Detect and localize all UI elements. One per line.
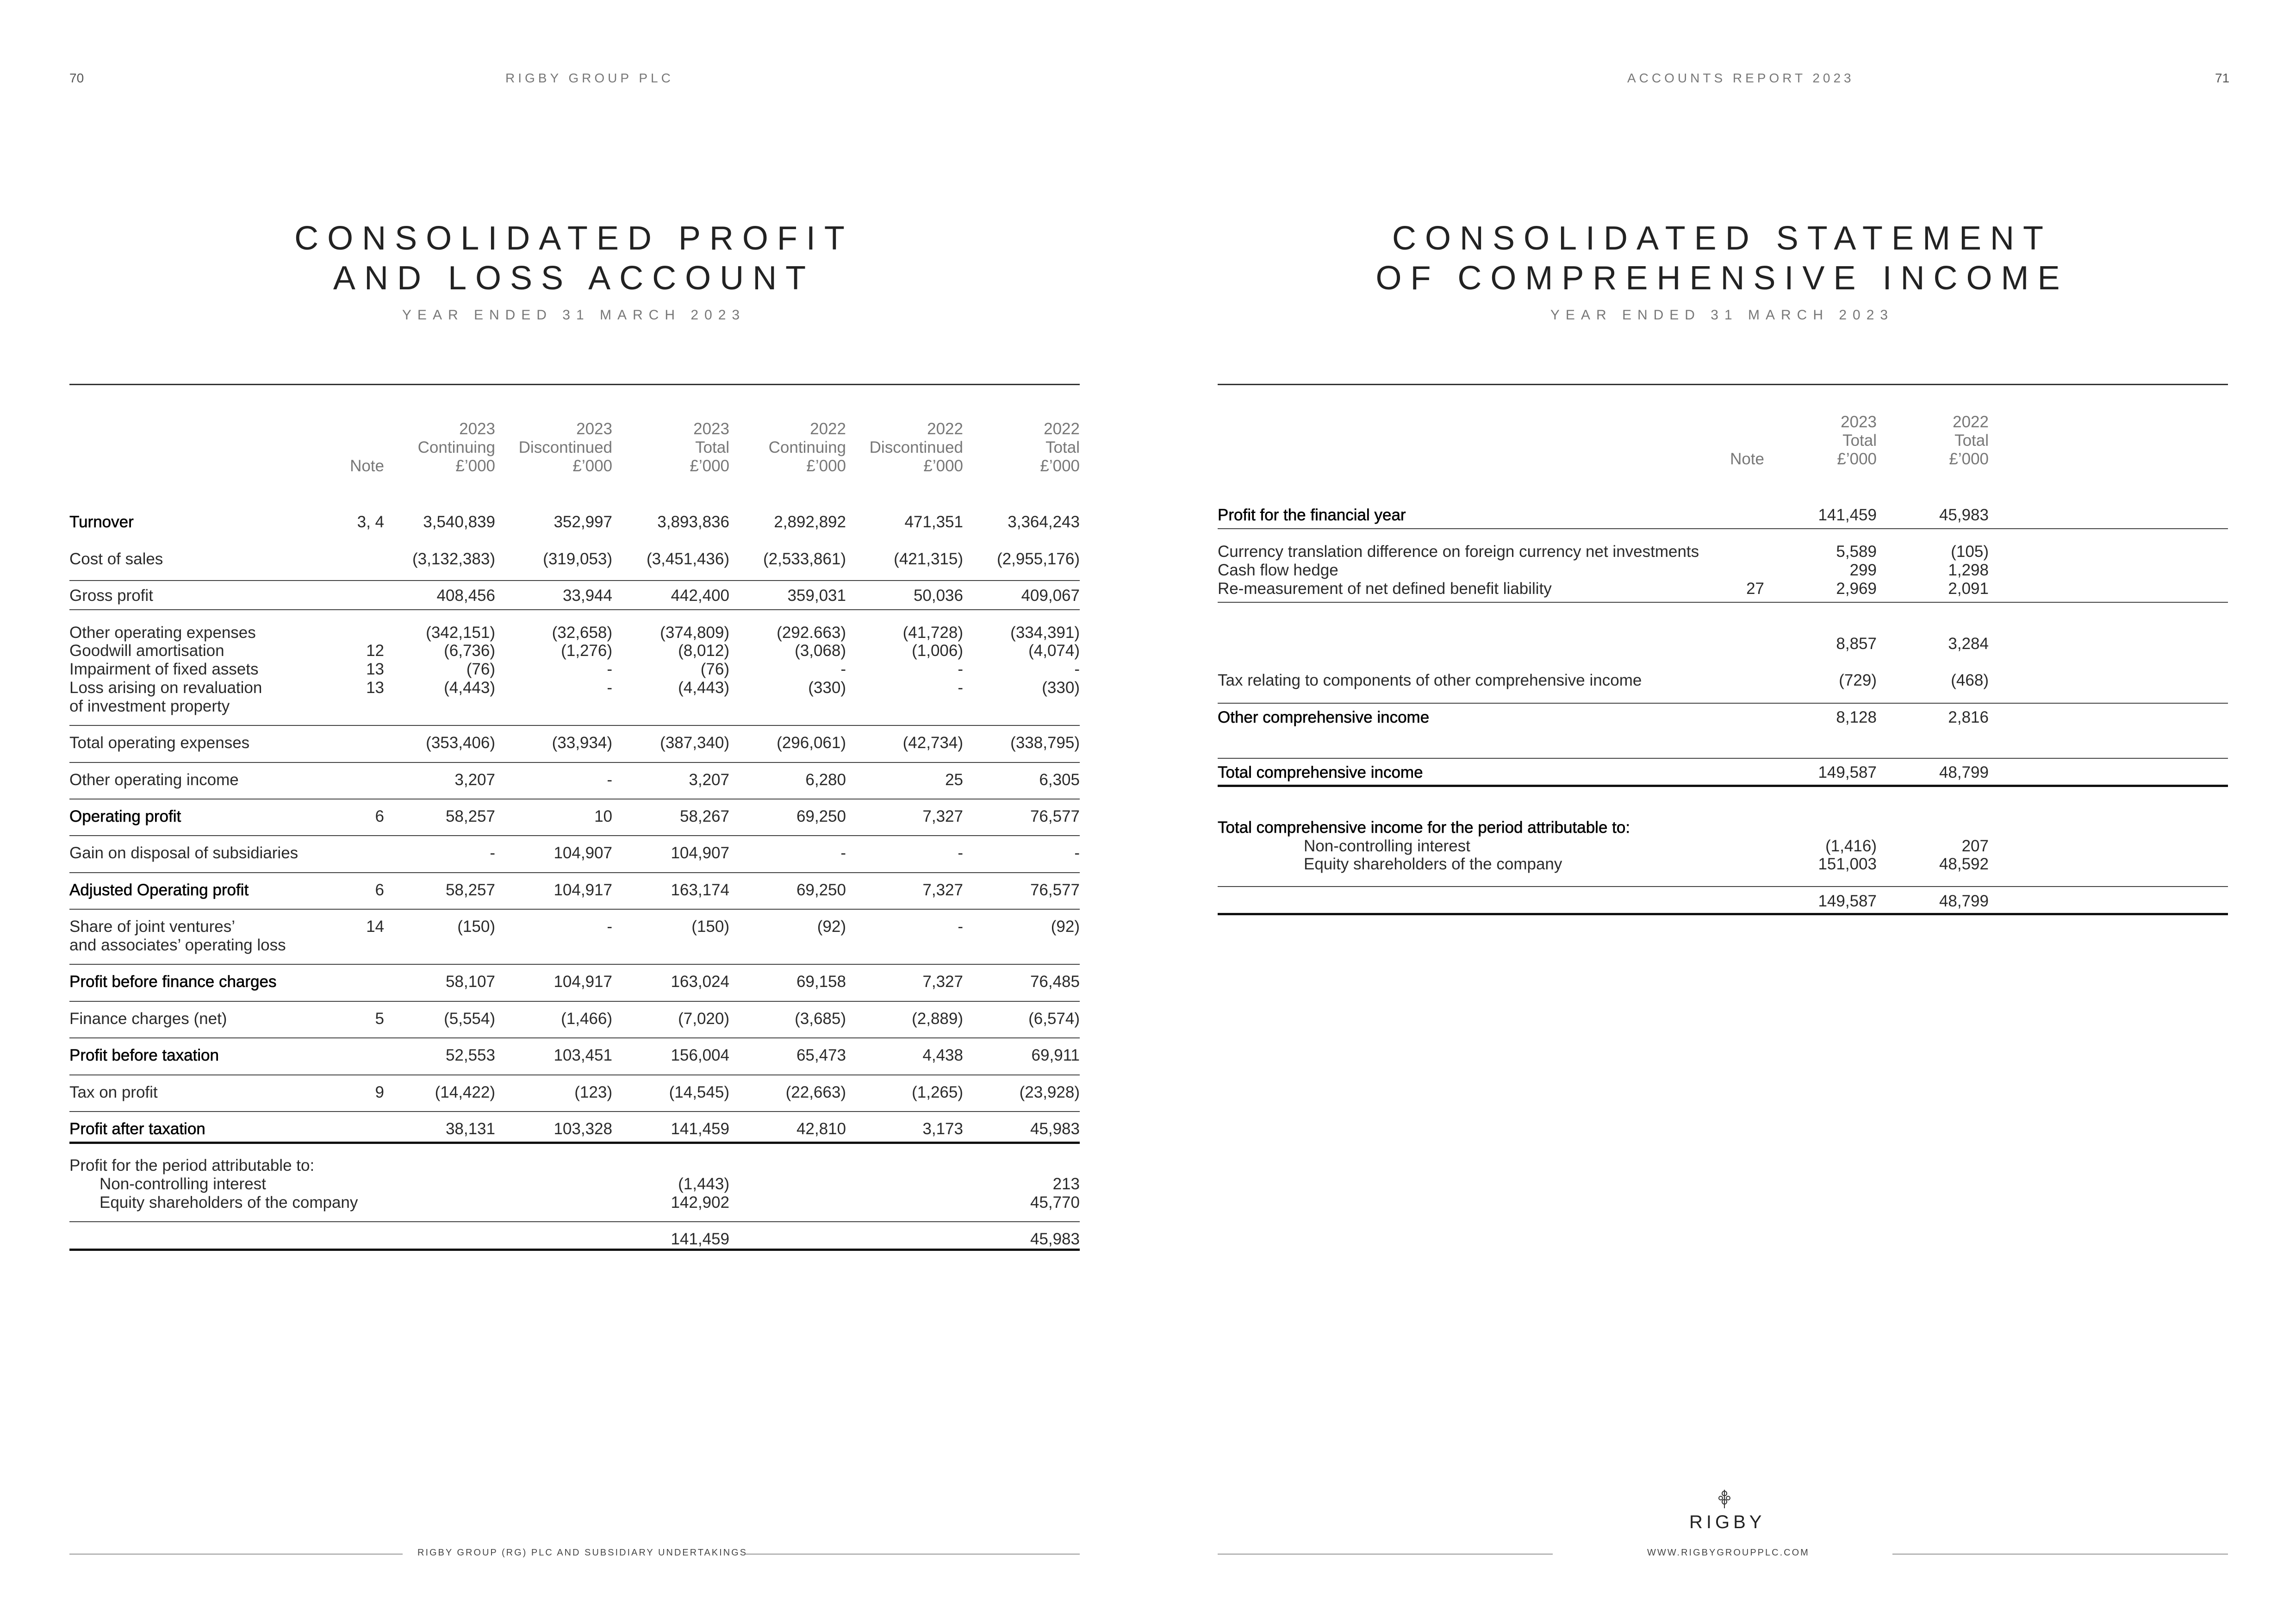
row-rule	[69, 1111, 1080, 1112]
value-cell: 69,911	[1031, 1046, 1080, 1064]
value-cell: 142,902	[671, 1193, 729, 1212]
row-rule	[69, 1001, 1080, 1002]
value-cell: 69,158	[796, 973, 846, 991]
value-cell: (6,574)	[1028, 1010, 1080, 1028]
value-cell: (2,955,176)	[996, 550, 1080, 568]
value-cell: 8,128	[1836, 708, 1877, 726]
row-label-attributable: Total comprehensive income for the period attributable to:	[1218, 818, 1630, 837]
value-cell: 33,944	[562, 587, 612, 605]
row-label-gross-profit: Gross profit	[69, 587, 153, 605]
row-rule	[1218, 602, 2228, 603]
value-cell: 1,298	[1948, 561, 1989, 579]
row-label-adjusted-operating-profit: Adjusted Operating profit	[69, 881, 249, 899]
value-cell: (3,132,383)	[412, 550, 495, 568]
value-cell: (3,685)	[795, 1010, 846, 1028]
value-cell: 408,456	[436, 587, 495, 605]
row-rule	[1218, 758, 2228, 759]
value-cell: (374,809)	[660, 624, 729, 642]
row-note: 13	[366, 679, 384, 697]
row-rule	[69, 725, 1080, 726]
footer-line-right	[1892, 1554, 2228, 1555]
row-note: 27	[1746, 580, 1764, 598]
value-cell: (22,663)	[785, 1083, 846, 1101]
row-note: 13	[366, 660, 384, 678]
row-rule	[69, 835, 1080, 836]
value-cell: (5,554)	[444, 1010, 495, 1028]
value-cell: -	[1074, 844, 1080, 862]
row-label-other-operating-expenses: Other operating expenses	[69, 624, 256, 642]
row-label-impairment: Impairment of fixed assets	[69, 660, 259, 678]
value-cell: 45,983	[1030, 1230, 1080, 1248]
running-head: ACCOUNTS REPORT 2023	[1627, 71, 1854, 85]
value-cell: 3,284	[1948, 635, 1989, 653]
footer-line-left	[69, 1554, 403, 1555]
statement-title-line2: OF COMPREHENSIVE INCOME	[1375, 260, 2069, 297]
value-cell: 3,173	[922, 1120, 963, 1138]
row-rule	[69, 1037, 1080, 1038]
row-label-tax-on-profit: Tax on profit	[69, 1083, 158, 1101]
logo-wordmark: RIGBY	[1689, 1512, 1766, 1532]
value-cell: 352,997	[554, 513, 612, 531]
value-cell: (41,728)	[902, 624, 963, 642]
statement-title-line1: CONSOLIDATED STATEMENT	[1392, 220, 2053, 257]
col-header-2022-total: 2022 Total £’000	[1040, 420, 1080, 475]
value-cell: (2,889)	[912, 1010, 963, 1028]
col-header-2023-continuing: 2023 Continuing £’000	[417, 420, 495, 475]
value-cell: 52,553	[445, 1046, 495, 1064]
row-note: 6	[375, 807, 384, 825]
row-rule	[1218, 528, 2228, 529]
row-label-other-operating-income: Other operating income	[69, 771, 239, 789]
value-cell: -	[607, 679, 612, 697]
value-cell: (92)	[1051, 918, 1080, 936]
value-cell: (33,934)	[552, 734, 612, 752]
col-header-2023-total: 2023 Total £’000	[1837, 413, 1877, 468]
value-cell: (330)	[1042, 679, 1080, 697]
col-header-2022-discontinued: 2022 Discontinued £’000	[869, 420, 963, 475]
row-label-share-joint-ventures-cont: and associates’ operating loss	[69, 936, 286, 954]
value-cell: 7,327	[922, 807, 963, 825]
value-cell: -	[840, 660, 846, 678]
value-cell: 3,207	[454, 771, 495, 789]
value-cell: (76)	[700, 660, 729, 678]
value-cell: 50,036	[913, 587, 963, 605]
value-cell: 45,983	[1030, 1120, 1080, 1138]
running-head: RIGBY GROUP PLC	[505, 71, 674, 85]
row-rule-heavy	[69, 1142, 1080, 1144]
value-cell: (7,020)	[678, 1010, 729, 1028]
value-cell: (729)	[1839, 671, 1877, 689]
row-label-profit-financial-year: Profit for the financial year	[1218, 506, 1406, 524]
value-cell: (468)	[1951, 671, 1989, 689]
value-cell: 5,589	[1836, 543, 1877, 561]
row-label-tax-components: Tax relating to components of other comprehensive income	[1218, 671, 1642, 689]
value-cell: (105)	[1951, 543, 1989, 561]
row-label-profit-before-tax: Profit before taxation	[69, 1046, 219, 1064]
value-cell: 103,451	[554, 1046, 612, 1064]
statement-title-line1: CONSOLIDATED PROFIT	[294, 220, 853, 257]
value-cell: (92)	[817, 918, 846, 936]
value-cell: 2,969	[1836, 580, 1877, 598]
value-cell: -	[607, 918, 612, 936]
value-cell: -	[607, 660, 612, 678]
right-page	[1148, 0, 2296, 1624]
row-label-non-controlling: Non-controlling interest	[1304, 837, 1470, 855]
value-cell: (338,795)	[1010, 734, 1080, 752]
value-cell: 76,577	[1030, 881, 1080, 899]
value-cell: 76,485	[1030, 973, 1080, 991]
value-cell: (23,928)	[1019, 1083, 1080, 1101]
value-cell: 163,024	[671, 973, 729, 991]
value-cell: 149,587	[1818, 763, 1877, 781]
row-label-operating-profit: Operating profit	[69, 807, 181, 825]
col-header-2023-total: 2023 Total £’000	[690, 420, 729, 475]
footer-line-left	[1218, 1554, 1553, 1555]
value-cell: (1,006)	[912, 642, 963, 660]
row-rule	[69, 872, 1080, 873]
value-cell: 48,592	[1939, 855, 1989, 873]
value-cell: 58,107	[445, 973, 495, 991]
statement-subtitle: YEAR ENDED 31 MARCH 2023	[402, 307, 746, 323]
col-header-2022-continuing: 2022 Continuing £’000	[768, 420, 846, 475]
value-cell: 299	[1849, 561, 1877, 579]
rigby-crest-icon	[1715, 1489, 1734, 1509]
value-cell: 25	[945, 771, 963, 789]
value-cell: 104,907	[554, 844, 612, 862]
value-cell: 38,131	[445, 1120, 495, 1138]
value-cell: 163,174	[671, 881, 729, 899]
row-label-profit-before-finance: Profit before finance charges	[69, 973, 277, 991]
value-cell: 141,459	[671, 1230, 729, 1248]
value-cell: 58,257	[445, 807, 495, 825]
statement-title-line2: AND LOSS ACCOUNT	[333, 260, 815, 297]
footer-text: RIGBY GROUP (RG) PLC AND SUBSIDIARY UNDERTAKINGS	[417, 1548, 748, 1558]
value-cell: (4,443)	[678, 679, 729, 697]
value-cell: (319,053)	[543, 550, 612, 568]
col-header-2023-discontinued: 2023 Discontinued £’000	[518, 420, 612, 475]
value-cell: 151,003	[1818, 855, 1877, 873]
value-cell: 104,917	[554, 881, 612, 899]
row-note: 3, 4	[357, 513, 384, 531]
row-label-gain-disposal: Gain on disposal of subsidiaries	[69, 844, 299, 862]
row-note: 14	[366, 918, 384, 936]
value-cell: (4,443)	[444, 679, 495, 697]
value-cell: 2,816	[1948, 708, 1989, 726]
value-cell: 3,364,243	[1008, 513, 1080, 531]
value-cell: (42,734)	[902, 734, 963, 752]
row-rule	[69, 1074, 1080, 1075]
value-cell: 3,893,836	[657, 513, 729, 531]
row-label-total-comprehensive-income: Total comprehensive income	[1218, 763, 1423, 781]
value-cell: (342,151)	[426, 624, 495, 642]
col-header-2022-total: 2022 Total £’000	[1949, 413, 1989, 468]
row-rule	[69, 964, 1080, 965]
value-cell: (421,315)	[894, 550, 963, 568]
row-label-profit-after-tax: Profit after taxation	[69, 1120, 205, 1138]
value-cell: (8,012)	[678, 642, 729, 660]
row-label-attributable: Profit for the period attributable to:	[69, 1156, 315, 1174]
value-cell: 48,799	[1939, 892, 1989, 910]
value-cell: -	[490, 844, 495, 862]
row-label-cash-flow-hedge: Cash flow hedge	[1218, 561, 1338, 579]
value-cell: -	[607, 771, 612, 789]
value-cell: -	[958, 660, 963, 678]
value-cell: (3,451,436)	[646, 550, 729, 568]
value-cell: (1,466)	[561, 1010, 612, 1028]
value-cell: 2,091	[1948, 580, 1989, 598]
value-cell: 6,280	[805, 771, 846, 789]
value-cell: 45,770	[1030, 1193, 1080, 1212]
value-cell: 69,250	[796, 807, 846, 825]
value-cell: 76,577	[1030, 807, 1080, 825]
row-label-cost-of-sales: Cost of sales	[69, 550, 163, 568]
value-cell: -	[958, 918, 963, 936]
value-cell: -	[958, 679, 963, 697]
value-cell: (14,422)	[435, 1083, 495, 1101]
value-cell: (1,443)	[678, 1175, 729, 1193]
row-label-share-joint-ventures: Share of joint ventures’	[69, 918, 235, 936]
row-label-loss-revaluation-cont: of investment property	[69, 697, 230, 715]
row-note: 12	[366, 642, 384, 660]
value-cell: 471,351	[904, 513, 963, 531]
value-cell: 45,983	[1939, 506, 1989, 524]
value-cell: (1,276)	[561, 642, 612, 660]
value-cell: (14,545)	[669, 1083, 729, 1101]
value-cell: 6,305	[1039, 771, 1080, 789]
value-cell: 213	[1052, 1175, 1080, 1193]
value-cell: (353,406)	[426, 734, 495, 752]
value-cell: (330)	[808, 679, 846, 697]
row-rule	[69, 1221, 1080, 1222]
value-cell: -	[840, 844, 846, 862]
value-cell: 58,267	[679, 807, 729, 825]
row-note: 5	[375, 1010, 384, 1028]
value-cell: 103,328	[554, 1120, 612, 1138]
value-cell: 104,907	[671, 844, 729, 862]
value-cell: (2,533,861)	[763, 550, 846, 568]
value-cell: 104,917	[554, 973, 612, 991]
value-cell: -	[958, 844, 963, 862]
row-label-other-comprehensive-income: Other comprehensive income	[1218, 708, 1430, 726]
value-cell: (150)	[691, 918, 729, 936]
value-cell: 141,459	[671, 1120, 729, 1138]
total-rule-heavy	[1218, 913, 2228, 915]
value-cell: 2,892,892	[774, 513, 846, 531]
footer-url: WWW.RIGBYGROUPPLC.COM	[1647, 1548, 1810, 1558]
row-rule	[69, 762, 1080, 763]
value-cell: (1,416)	[1825, 837, 1877, 855]
value-cell: 42,810	[796, 1120, 846, 1138]
value-cell: 207	[1961, 837, 1989, 855]
row-rule	[69, 609, 1080, 610]
statement-subtitle: YEAR ENDED 31 MARCH 2023	[1550, 307, 1894, 323]
header-rule	[69, 384, 1080, 385]
col-header-note: Note	[1730, 450, 1764, 468]
value-cell: (150)	[457, 918, 495, 936]
row-label-loss-revaluation: Loss arising on revaluation	[69, 679, 262, 697]
value-cell: 58,257	[445, 881, 495, 899]
value-cell: 3,207	[689, 771, 729, 789]
value-cell: (334,391)	[1010, 624, 1080, 642]
value-cell: 156,004	[671, 1046, 729, 1064]
value-cell: 8,857	[1836, 635, 1877, 653]
value-cell: (292.663)	[777, 624, 846, 642]
value-cell: 10	[594, 807, 612, 825]
value-cell: 7,327	[922, 881, 963, 899]
value-cell: (296,061)	[777, 734, 846, 752]
value-cell: 442,400	[671, 587, 729, 605]
page-number: 71	[2215, 71, 2230, 85]
row-label-finance-charges: Finance charges (net)	[69, 1010, 227, 1028]
value-cell: 149,587	[1818, 892, 1877, 910]
header-rule	[1218, 384, 2228, 385]
row-rule	[1218, 886, 2228, 887]
row-label-equity-shareholders: Equity shareholders of the company	[100, 1193, 358, 1212]
col-header-note: Note	[350, 457, 384, 475]
row-label-goodwill-amortisation: Goodwill amortisation	[69, 642, 224, 660]
row-note: 9	[375, 1083, 384, 1101]
value-cell: (6,736)	[444, 642, 495, 660]
value-cell: 4,438	[922, 1046, 963, 1064]
row-label-turnover: Turnover	[69, 513, 134, 531]
row-rule	[69, 909, 1080, 910]
total-rule-heavy	[69, 1249, 1080, 1251]
value-cell: (123)	[574, 1083, 612, 1101]
row-label-remeasurement: Re-measurement of net defined benefit liability	[1218, 580, 1552, 598]
row-label-total-operating-expenses: Total operating expenses	[69, 734, 250, 752]
value-cell: 69,250	[796, 881, 846, 899]
value-cell: (32,658)	[552, 624, 612, 642]
value-cell: (3,068)	[795, 642, 846, 660]
value-cell: (387,340)	[660, 734, 729, 752]
row-rule	[69, 799, 1080, 800]
footer-line-right	[745, 1554, 1080, 1555]
row-note: 6	[375, 881, 384, 899]
value-cell: -	[1074, 660, 1080, 678]
value-cell: (76)	[466, 660, 495, 678]
value-cell: 48,799	[1939, 763, 1989, 781]
row-rule	[69, 580, 1080, 581]
value-cell: (1,265)	[912, 1083, 963, 1101]
row-label-non-controlling: Non-controlling interest	[100, 1175, 266, 1193]
page-number: 70	[69, 71, 84, 85]
row-label-equity-shareholders: Equity shareholders of the company	[1304, 855, 1562, 873]
row-rule-heavy	[1218, 785, 2228, 787]
row-rule	[1218, 703, 2228, 704]
value-cell: 65,473	[796, 1046, 846, 1064]
value-cell: (4,074)	[1028, 642, 1080, 660]
value-cell: 359,031	[787, 587, 846, 605]
row-label-currency-translation: Currency translation difference on foreign currency net investments	[1218, 543, 1699, 561]
value-cell: 141,459	[1818, 506, 1877, 524]
value-cell: 3,540,839	[423, 513, 495, 531]
value-cell: 409,067	[1021, 587, 1080, 605]
value-cell: 7,327	[922, 973, 963, 991]
